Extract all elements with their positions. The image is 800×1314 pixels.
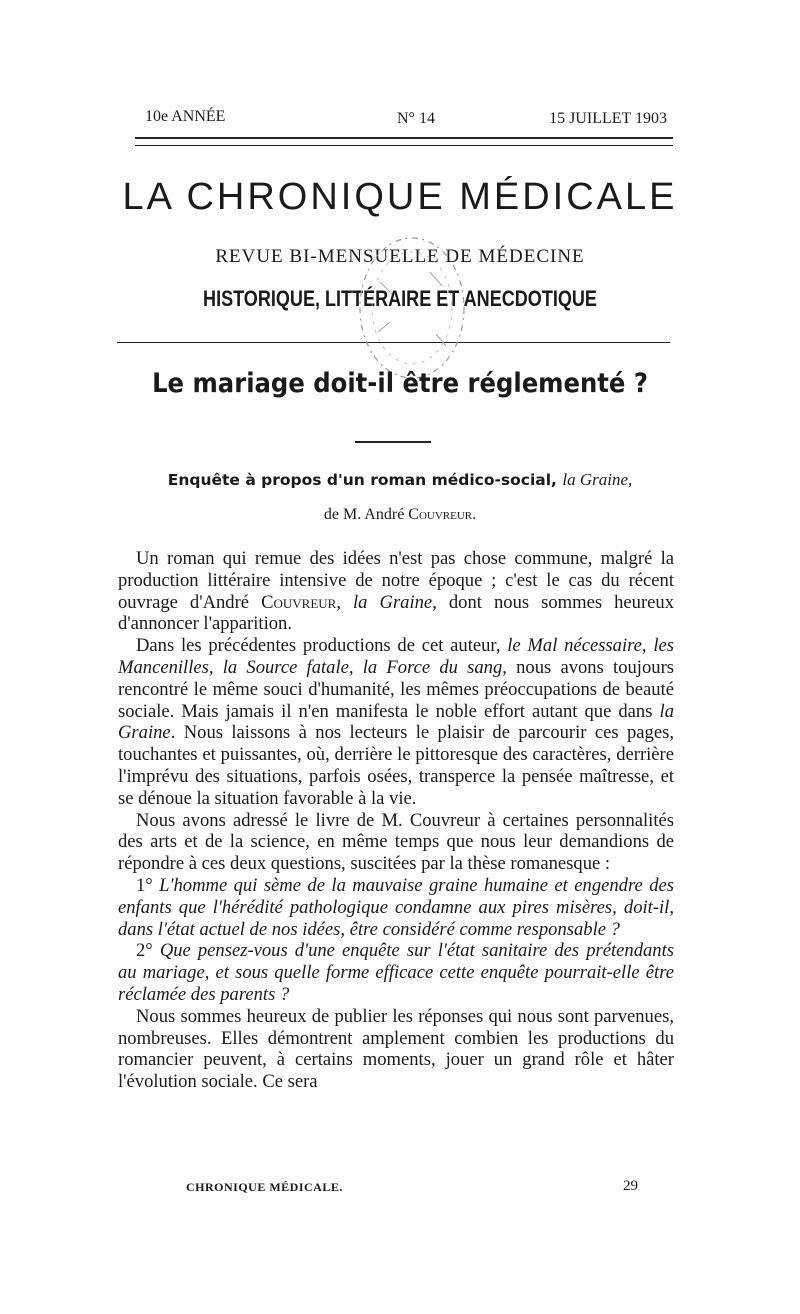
- footer-signature-mark: 29: [623, 1178, 638, 1194]
- running-header: [135, 108, 673, 132]
- enquete-line: [0, 470, 800, 490]
- italic-text: la Graine: [118, 700, 674, 744]
- header-year-volume: 10e ANNÉE: [145, 108, 226, 125]
- article-paragraph: [118, 548, 674, 635]
- paragraph-text: 2°: [136, 940, 160, 962]
- italic-text: la Graine: [353, 591, 433, 613]
- italic-text: le Mal nécessaire, les Mancenilles, la Source fatale, la Force du sang: [118, 635, 674, 678]
- footer-journal-name: CHRONIQUE MÉDICALE.: [186, 1180, 343, 1194]
- author-name: Couvreur.: [408, 506, 477, 523]
- paragraph-text: , nous avons toujours rencontré le même souci d'humanité, les mêmes préoccupations de beauté sociale. Mais jamais il n'en manifesta le noble effort autant que dans: [118, 656, 674, 722]
- article-paragraph: [118, 875, 674, 940]
- header-double-rule: [135, 137, 673, 146]
- paragraph-text: Nous avons adressé le livre de M. Couvreur à certaines personnalités des arts et de la science, en même temps que nous leur demandions de répondre à ces deux questions, suscitées par la thèse romanesque :: [118, 809, 674, 875]
- paragraph-text: ,: [336, 591, 354, 613]
- header-date: 15 JUILLET 1903: [549, 110, 667, 127]
- masthead-subtitle-1: REVUE BI-MENSUELLE DE MÉDECINE: [215, 246, 585, 267]
- paragraph-text: Dans les précédentes productions de cet auteur,: [136, 635, 508, 657]
- masthead-title: LA CHRONIQUE MÉDICALE: [122, 176, 678, 218]
- paragraph-text: Nous sommes heureux de publier les réponses qui nous sont parvenues, nombreuses. Elles démontrent amplement combien les productions du romancier peuvent, à certains moments, jouer un grand rôle et hâter l'évolution sociale. Ce sera: [118, 1005, 674, 1093]
- paragraph-text: Un roman qui remue des idées n'est pas chose commune, malgré la production littéraire intensive de notre époque ; c'est le cas du récent ouvrage d'André: [118, 548, 674, 613]
- paragraph-text: 1°: [136, 874, 160, 896]
- byline: [0, 506, 800, 524]
- article-paragraph: [118, 635, 674, 809]
- article-body: [118, 548, 674, 1093]
- paragraph-text: Couvreur: [261, 591, 337, 613]
- article-headline: Le mariage doit-il être réglementé ?: [152, 368, 648, 399]
- italic-text: L'homme qui sème de la mauvaise graine humaine et engendre des enfants que l'hérédité pathologique condamne aux pires misères, doit-il, dans l'état actuel de nos idées, être considéré comme responsable ?: [118, 874, 674, 940]
- headline-rule: [355, 441, 431, 443]
- article-paragraph: [118, 1006, 674, 1093]
- enquete-text: Enquête à propos d'un roman médico-social,: [167, 471, 557, 489]
- paragraph-text: . Nous laissons à nos lecteurs le plaisir de parcourir ces pages, touchantes et puissantes, où, derrière le pittoresque des caractères, derrière l'imprévu des situations, parfois osées, transperce la pensée maîtresse, et se dénoue la situation favorable à la vie.: [118, 722, 674, 809]
- masthead-subtitle-2: HISTORIQUE, LITTÉRAIRE ET ANECDOTIQUE: [203, 286, 597, 311]
- header-issue-number: N° 14: [397, 110, 435, 127]
- novel-title: la Graine,: [562, 470, 633, 489]
- article-paragraph: [118, 940, 674, 1005]
- article-paragraph: [118, 810, 674, 875]
- italic-text: Que pensez-vous d'une enquête sur l'état sanitaire des prétendants au mariage, et sous quelle forme efficace cette enquête pourrait-elle être réclamée des parents ?: [118, 940, 674, 1005]
- library-stamp-icon: [350, 222, 480, 392]
- byline-prefix: de M. André: [323, 506, 405, 523]
- paragraph-text: , dont nous sommes heureux d'annoncer l'apparition.: [118, 591, 675, 635]
